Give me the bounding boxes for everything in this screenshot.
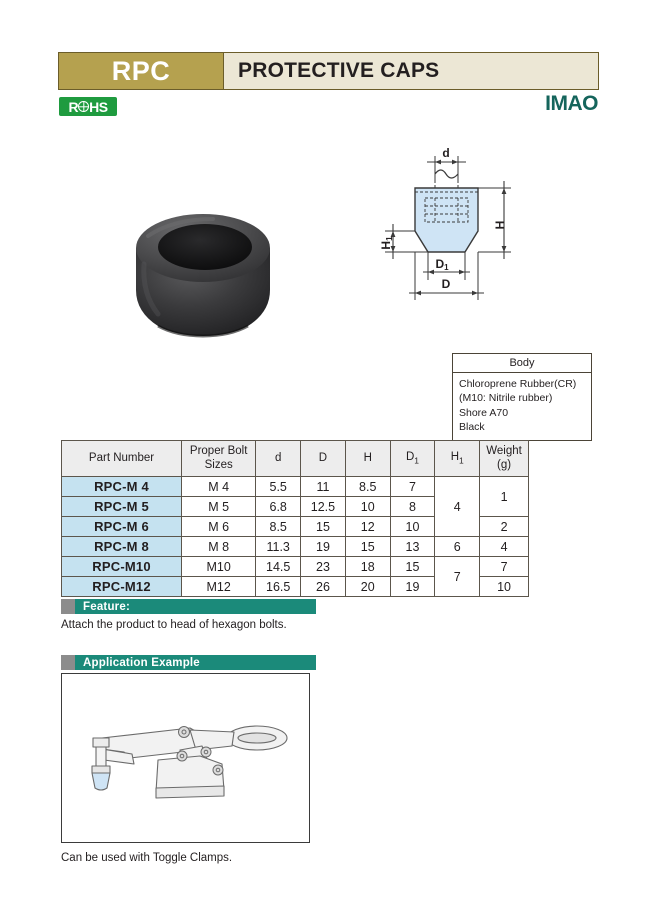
rohs-label-hs: HS: [89, 98, 108, 115]
cell-bolt-size: M10: [182, 557, 256, 577]
cell-weight: 7: [480, 557, 529, 577]
cell-D1: 8: [390, 497, 435, 517]
product-photo: [118, 186, 288, 366]
application-example-box: [61, 673, 310, 843]
cell-H: 10: [345, 497, 390, 517]
feature-heading-bar: [61, 599, 316, 614]
specification-table: [61, 440, 529, 597]
cell-part-number: RPC-M12: [62, 577, 182, 597]
cell-D: 23: [301, 557, 346, 577]
cell-d: 6.8: [256, 497, 301, 517]
section-marker: [61, 599, 75, 614]
application-caption: Can be used with Toggle Clamps.: [61, 852, 233, 864]
material-heading: Body: [453, 354, 591, 373]
cell-H: 18: [345, 557, 390, 577]
cell-H1: 6: [435, 537, 480, 557]
material-line: Chloroprene Rubber(CR): [459, 378, 577, 390]
material-lines: [453, 373, 591, 440]
cell-D: 26: [301, 577, 346, 597]
col-part-number: Part Number: [62, 441, 182, 477]
cell-weight: 10: [480, 577, 529, 597]
col-D: D: [301, 441, 346, 477]
rohs-badge: [59, 97, 117, 116]
feature-heading: Feature:: [75, 599, 316, 614]
section-marker: [61, 655, 75, 670]
globe-icon: [78, 101, 89, 112]
table-row: [62, 557, 529, 577]
cell-H: 15: [345, 537, 390, 557]
cell-d: 16.5: [256, 577, 301, 597]
rohs-label-r: R: [68, 98, 79, 115]
cell-bolt-size: M 5: [182, 497, 256, 517]
cell-part-number: RPC-M 5: [62, 497, 182, 517]
cell-D: 12.5: [301, 497, 346, 517]
material-line: Shore A70: [459, 406, 509, 419]
cell-H1: 7: [435, 557, 480, 597]
table-row: [62, 537, 529, 557]
page-title: PROTECTIVE CAPS: [224, 53, 598, 89]
cell-bolt-size: M 8: [182, 537, 256, 557]
cell-D: 15: [301, 517, 346, 537]
cell-weight: 2: [480, 517, 529, 537]
cell-part-number: RPC-M 8: [62, 537, 182, 557]
cell-part-number: RPC-M 4: [62, 477, 182, 497]
cell-H: 12: [345, 517, 390, 537]
cell-part-number: RPC-M 6: [62, 517, 182, 537]
cell-bolt-size: M12: [182, 577, 256, 597]
product-code: RPC: [59, 53, 224, 89]
cell-d: 11.3: [256, 537, 301, 557]
table-header-row: [62, 441, 529, 477]
drawing-label-D1: D1: [435, 257, 449, 272]
cell-bolt-size: M 4: [182, 477, 256, 497]
feature-text: Attach the product to head of hexagon bolts.: [61, 619, 287, 631]
cell-D1: 15: [390, 557, 435, 577]
cell-D1: 10: [390, 517, 435, 537]
col-D1: $D_1$: [390, 441, 435, 477]
drawing-label-d: d: [442, 148, 450, 160]
drawing-label-D: D: [441, 277, 451, 291]
cell-H: 20: [345, 577, 390, 597]
cell-D1: 7: [390, 477, 435, 497]
cell-D: 11: [301, 477, 346, 497]
brand-logo: IMAO: [545, 92, 598, 115]
material-box: [452, 353, 592, 441]
cell-bolt-size: M 6: [182, 517, 256, 537]
product-header: [58, 52, 599, 90]
material-line: (M10: Nitrile rubber): [459, 392, 553, 405]
cell-weight: 4: [480, 537, 529, 557]
cell-d: 14.5: [256, 557, 301, 577]
drawing-label-H: H: [493, 220, 507, 230]
cell-H1: 4: [435, 477, 480, 537]
cell-weight: 1: [480, 477, 529, 517]
col-weight: Weight (g): [480, 441, 529, 477]
drawing-label-H1: H1: [379, 236, 394, 250]
col-d: d: [256, 441, 301, 477]
col-H1: $H_1$: [435, 441, 480, 477]
material-line: Black: [459, 421, 485, 434]
cell-D: 19: [301, 537, 346, 557]
cell-H: 8.5: [345, 477, 390, 497]
toggle-clamp-illustration: [72, 716, 302, 806]
table-row: [62, 477, 529, 497]
cell-part-number: RPC-M10: [62, 557, 182, 577]
application-heading-bar: [61, 655, 316, 670]
cell-D1: 13: [390, 537, 435, 557]
cell-d: 8.5: [256, 517, 301, 537]
dimension-drawing: [365, 148, 535, 313]
table-body: [62, 477, 529, 597]
cell-d: 5.5: [256, 477, 301, 497]
col-bolt-size: Proper Bolt Sizes: [182, 441, 256, 477]
application-heading: Application Example: [75, 655, 316, 670]
col-H: H: [345, 441, 390, 477]
cell-D1: 19: [390, 577, 435, 597]
